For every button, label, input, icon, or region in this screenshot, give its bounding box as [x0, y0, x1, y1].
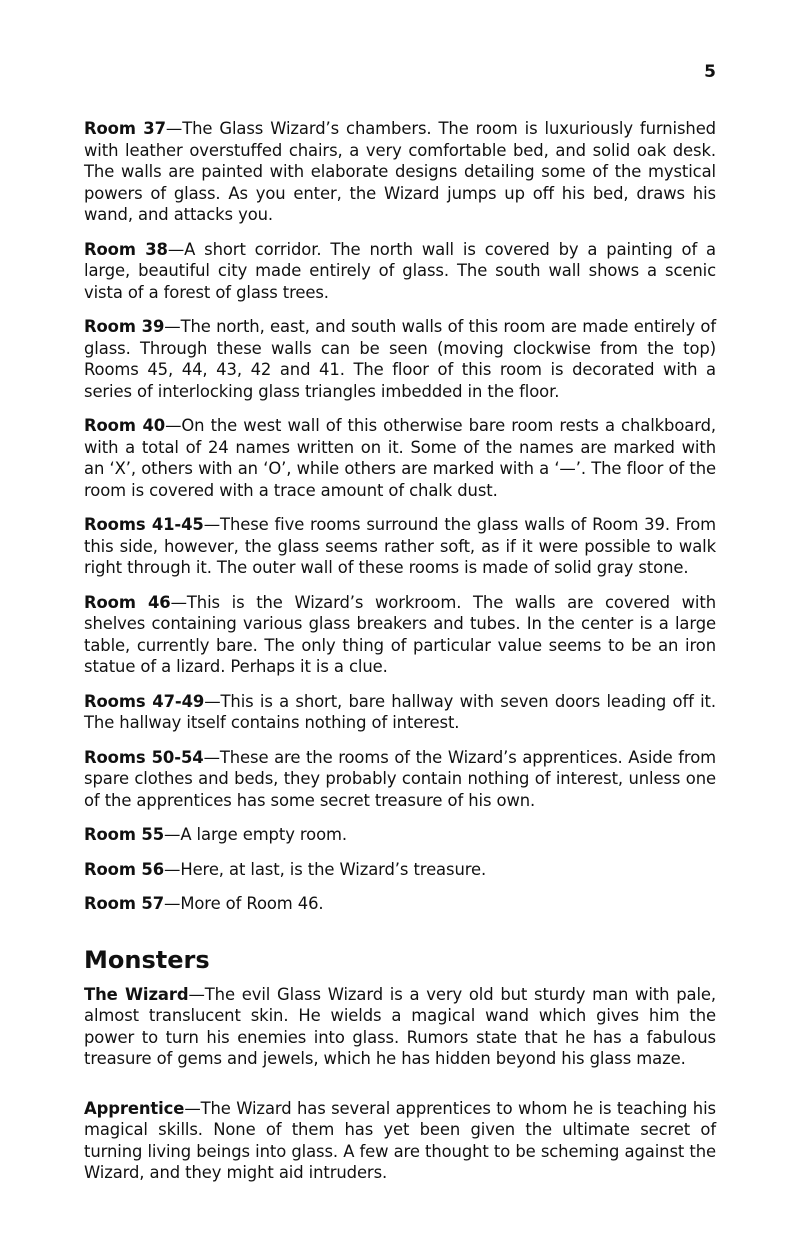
room-label: Rooms 50-54 — [84, 747, 204, 767]
monster-label: Apprentice — [84, 1098, 185, 1118]
monster-label: The Wizard — [84, 984, 189, 1004]
room-entry — [84, 824, 716, 846]
room-label: Room 37 — [84, 119, 166, 138]
room-entry — [84, 691, 716, 734]
room-label: Room 55 — [84, 825, 165, 844]
room-label: Room 40 — [84, 416, 166, 435]
room-label: Rooms 47-49 — [84, 691, 205, 711]
monster-entry — [84, 1098, 716, 1184]
room-label: Room 57 — [84, 894, 165, 913]
room-entry — [84, 514, 716, 579]
room-description: —This is the Wizard’s workroom. The walls are covered with shelves containing various glass breakers and tubes. In the center is a large table, currently bare. The only thing of particular value seems to be an iron statue of a lizard. Perhaps it is a clue. — [84, 592, 716, 676]
room-label: Room 38 — [84, 239, 168, 259]
room-entry — [84, 859, 716, 881]
room-description: —The Glass Wizard’s chambers. The room is luxuriously furnished with leather overstuffed chairs, a very comfortable bed, and solid oak desk. The walls are painted with elaborate designs detailing some of the mystical powers of glass. As you enter, the Wizard jumps up off his bed, draws his wand, and attacks you. — [84, 119, 716, 224]
room-description: —On the west wall of this otherwise bare room rests a chalkboard, with a total of 24 names written on it. Some of the names are marked with an ‘X’, others with an ‘O’, while others are marked with a ‘—’. The floor of the room is covered with a trace amount of chalk dust. — [84, 416, 716, 500]
room-entry — [84, 747, 716, 812]
room-entry — [84, 415, 716, 501]
room-description: —A large empty room. — [164, 825, 348, 844]
room-description: —The north, east, and south walls of this room are made entirely of glass. Through these walls can be seen (moving clockwise from the top) Rooms 45, 44, 43, 42 and 41. The floor of this room is decorated with a series of interlocking glass triangles imbedded in the floor. — [84, 317, 717, 401]
room-entry — [84, 592, 716, 678]
page-content — [84, 118, 716, 1212]
room-description: —These are the rooms of the Wizard’s apprentices. Aside from spare clothes and beds, they probably contain nothing of interest, unless one of the apprentices has some secret treasure of his own. — [84, 747, 716, 810]
room-label: Rooms 41-45 — [84, 515, 204, 534]
room-description: —These five rooms surround the glass walls of Room 39. From this side, however, the glass seems rather soft, as if it were possible to walk right through it. The outer wall of these rooms is made of solid gray stone. — [84, 515, 717, 577]
room-description: —More of Room 46. — [164, 894, 324, 913]
room-entry — [84, 118, 716, 226]
room-label: Room 39 — [84, 317, 165, 336]
page-number: 5 — [704, 62, 716, 82]
room-description: —A short corridor. The north wall is covered by a painting of a large, beautiful city made entirely of glass. The south wall shows a scenic vista of a forest of glass trees. — [84, 239, 716, 302]
monsters-heading: Monsters — [84, 945, 210, 974]
room-label: Room 56 — [84, 859, 165, 879]
room-entry — [84, 893, 716, 915]
room-description: —Here, at last, is the Wizard’s treasure. — [164, 859, 487, 879]
room-label: Room 46 — [84, 592, 171, 612]
room-description: —This is a short, bare hallway with seven doors leading off it. The hallway itself contains nothing of interest. — [84, 691, 716, 732]
monster-description: —The evil Glass Wizard is a very old but sturdy man with pale, almost translucent skin. He wields a magical wand which gives him the power to turn his enemies into glass. Rumors state that he has a fabulous treasure of gems and jewels, which he has hidden beyond his glass maze. — [84, 984, 717, 1068]
monster-entry — [84, 984, 716, 1070]
room-entry — [84, 316, 716, 402]
monster-description: —The Wizard has several apprentices to whom he is teaching his magical skills. None of them has yet been given the ultimate secret of turning living beings into glass. A few are thought to be scheming against the Wizard, and they might aid intruders. — [84, 1098, 716, 1182]
room-entry — [84, 239, 716, 304]
